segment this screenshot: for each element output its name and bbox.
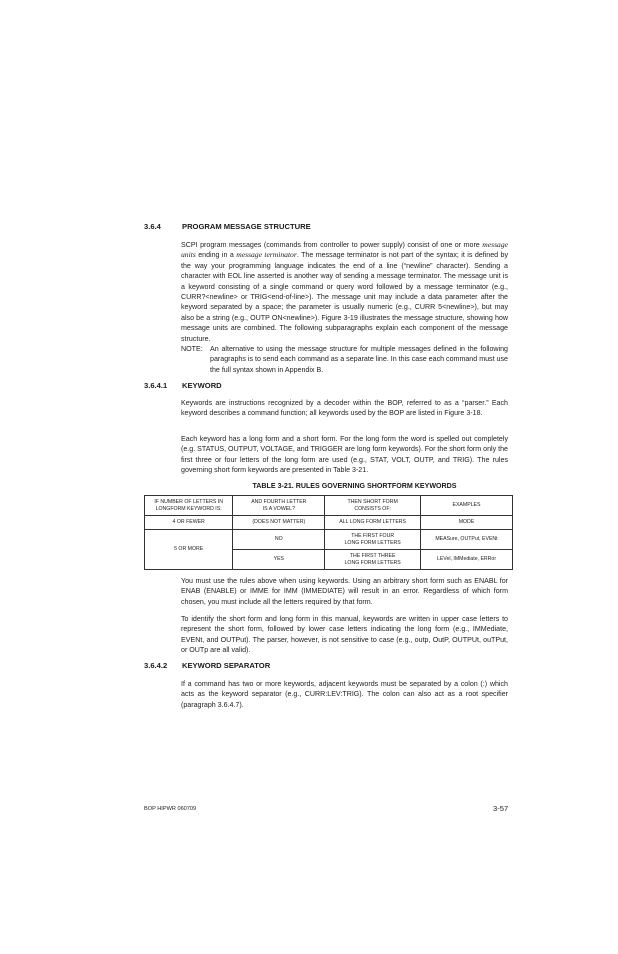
cell-letters: 4 OR FEWER	[145, 516, 233, 530]
section-title: PROGRAM MESSAGE STRUCTURE	[182, 222, 311, 231]
emphasis-message-units: message units	[181, 240, 508, 260]
cell-short-form: ALL LONG FORM LETTERS	[325, 516, 421, 530]
text-run: . The message terminator is not part of the syntax; it is defined by the way your programming language indicates the end of a line (“newline” character). Sending a character with EOL line asserted is another way of sending a message terminator. The message unit is a keyword consisting of a single command or query word followed by a message terminator (e.g., CURR?<newline> or TRIG<end-of-line>). The message unit may include a data parameter after the keyword separated by a space; the parameter is usually numeric (e.g., CURR 5<newline>), but may also be a string (e.g., OUTP ON<newline>). Figure 3-19 illustrates the message structure, showing how message units are combined. The following subparagraphs explain each component of the message structure.	[181, 251, 509, 343]
table-title: TABLE 3-21. RULES GOVERNING SHORTFORM KEYWORDS	[252, 482, 457, 490]
section-number: 3.6.4.2	[144, 661, 168, 670]
text-run: SCPI program messages (commands from controller to power supply) consist of one or more	[181, 241, 483, 249]
cell-vowel: NO	[233, 530, 325, 550]
page-number: 3-57	[493, 804, 509, 813]
cell-short-form: THE FIRST FOUR LONG FORM LETTERS	[325, 530, 421, 550]
table-row	[145, 530, 513, 550]
cell-short-form: THE FIRST THREE LONG FORM LETTERS	[325, 550, 421, 570]
note-label: NOTE:	[181, 345, 203, 353]
cell-examples: MEASure, OUTPut, EVENt	[420, 530, 512, 550]
header-letters: IF NUMBER OF LETTERS IN LONGFORM KEYWORD IS:	[145, 496, 233, 516]
section-number: 3.6.4	[144, 222, 161, 231]
header-short-form: THEN SHORT FORM CONSISTS OF:	[325, 496, 421, 516]
paragraph-case-notation: To identify the short form and long form in this manual, keywords are written in upper case letters to represent the short form, followed by lower case letters indicating the long form (e.g., IMMediate, EVENt, and OUTPut). The parser, however, is not sensitive to case (e.g., outp, OutP, OUTPUt, ouTPut, or OUTp are all valid).	[181, 615, 508, 655]
paragraph-message-structure	[181, 240, 508, 344]
paragraph-keywords-intro: Keywords are instructions recognized by a decoder within the BOP, referred to as a “parser.” Each keyword describes a command function; all keywords used by the BOP are listed in Figure 3-18.	[181, 399, 508, 418]
paragraph-long-short-form: Each keyword has a long form and a short form. For the long form the word is spelled out completely (e.g. STATUS, OUTPUT, VOLTAGE, and TRIGGER are long form keywords). For the short form only the first three or four letters of the long form are used (e.g., STAT, VOLT, OUTP, and TRIG). The rules governing short form keywords are presented in Table 3-21.	[181, 435, 508, 475]
table-row	[145, 516, 513, 530]
paragraph-keyword-separator: If a command has two or more keywords, adjacent keywords must be separated by a colon (:) which acts as the keyword separator (e.g., CURR:LEV:TRIG). The colon can also act as a root specifier (paragraph 3.6.4.7).	[181, 680, 508, 709]
footer-document-id: BOP HIPWR 060709	[144, 806, 197, 812]
paragraph-use-rules: You must use the rules above when using keywords. Using an arbitrary short form such as ENABL for ENAB (ENABLE) or IMME for IMM (IMMEDIATE) will result in an error. Regardless of which form chosen, you must include all the letters required by that form.	[181, 577, 508, 606]
table-header-row	[145, 496, 513, 516]
heading-3-6-4-1	[144, 381, 222, 390]
heading-3-6-4-2	[144, 661, 270, 670]
cell-vowel: YES	[233, 550, 325, 570]
emphasis-message-terminator: message terminator	[236, 250, 297, 260]
section-number: 3.6.4.1	[144, 381, 168, 390]
cell-letters: 5 OR MORE	[145, 530, 233, 570]
header-examples: EXAMPLES	[420, 496, 512, 516]
note-block	[181, 344, 508, 375]
cell-vowel: (DOES NOT MATTER)	[233, 516, 325, 530]
shortform-rules-table	[144, 495, 513, 570]
section-title: KEYWORD	[182, 381, 222, 390]
header-vowel: AND FOURTH LETTER IS A VOWEL?	[233, 496, 325, 516]
cell-examples: MODE	[420, 516, 512, 530]
cell-examples: LEVel, IMMediate, ERRor	[420, 550, 512, 570]
heading-3-6-4	[144, 222, 311, 231]
text-run: ending in a	[195, 251, 237, 260]
section-title: KEYWORD SEPARATOR	[182, 661, 271, 670]
note-text: An alternative to using the message structure for multiple messages defined in the following paragraphs is to send each command as a separate line. In this case each command must use the full syntax shown in Appendix B.	[210, 345, 508, 374]
